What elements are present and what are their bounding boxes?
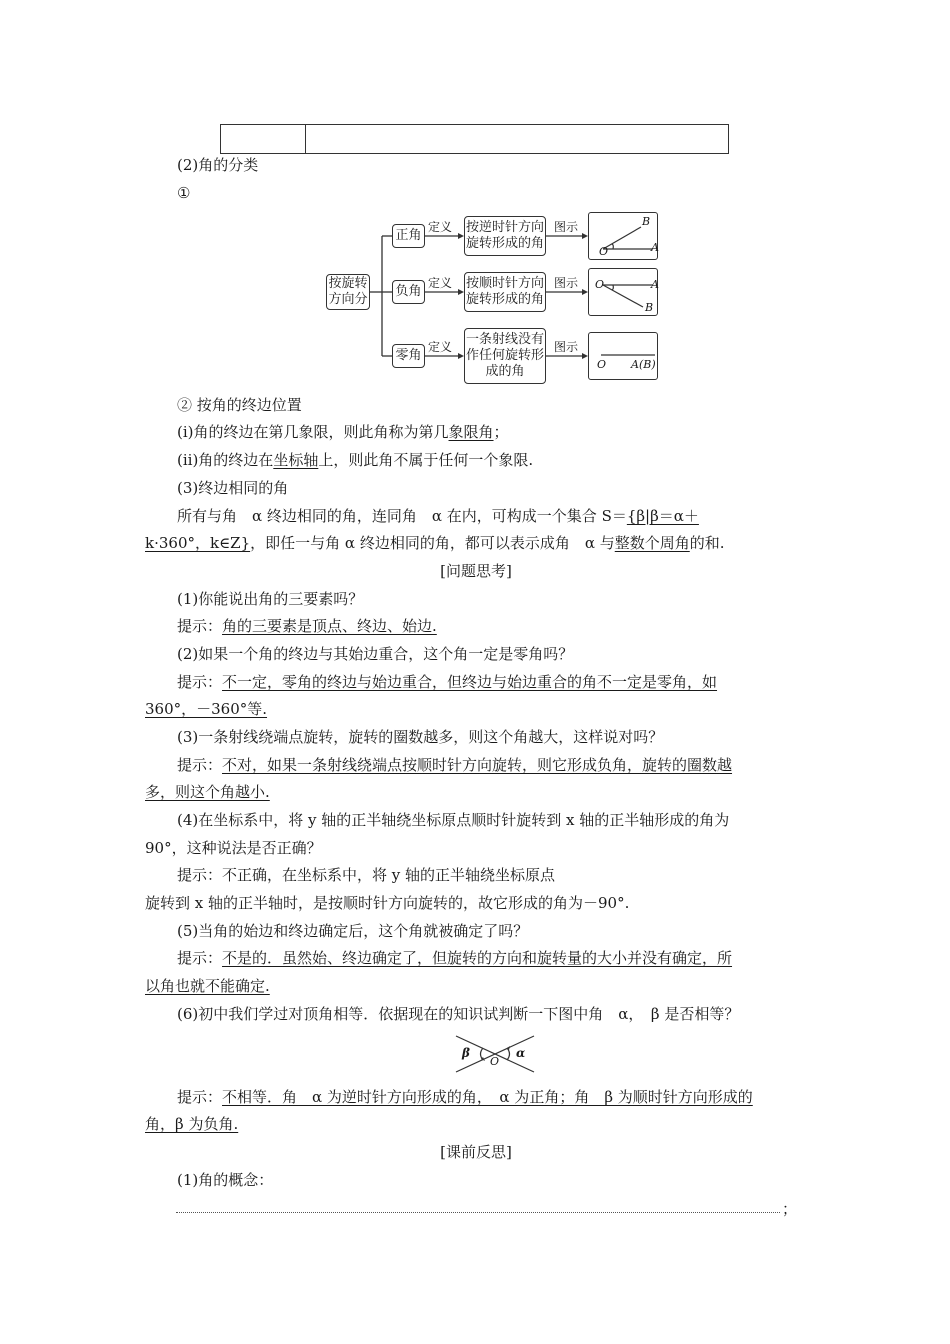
item-ii-suffix: 上，则此角不属于任何一个象限. xyxy=(318,451,534,469)
answer-6-text2: 角，β 为负角. xyxy=(145,1115,239,1133)
reflection-answer-blank[interactable] xyxy=(176,1212,780,1213)
answer-5-prefix: 提示： xyxy=(177,949,223,967)
answer-1 xyxy=(145,615,807,637)
fig2-label-b: B xyxy=(645,301,654,314)
fig1-label-b: B xyxy=(642,215,651,228)
item-i-prefix: (ⅰ)角的终边在第几象限，则此角称为第几 xyxy=(177,423,449,441)
diagram-fig-label-1: 图示 xyxy=(554,220,579,234)
answer-6-line1 xyxy=(145,1086,807,1108)
coterminal-line2-suffix: 的和. xyxy=(689,534,725,552)
answer-3-prefix: 提示： xyxy=(177,756,223,774)
diagram-def-positive: 按逆时针方向旋转形成的角 xyxy=(464,216,546,256)
classification-heading: (2)角的分类 xyxy=(177,156,259,174)
diagram-def-label-2: 定义 xyxy=(428,276,453,290)
answer-3-text2: 多，则这个角越小. xyxy=(145,783,270,801)
answer-5-text1: 不是的．虽然始、终边确定了，但旋转的方向和旋转量的大小并没有确定，所 xyxy=(222,949,733,967)
top-table-cell-2 xyxy=(306,125,728,153)
top-table-cell-1 xyxy=(221,125,306,153)
question-2: (2)如果一个角的终边与其始边重合，这个角一定是零角吗？ xyxy=(177,645,574,663)
fig1-label-a: A xyxy=(651,241,659,254)
answer-3-line2 xyxy=(145,781,807,803)
classification-diagram xyxy=(320,208,660,388)
answer-2-prefix: 提示： xyxy=(177,673,223,691)
top-table xyxy=(220,124,729,154)
vertical-angles-figure xyxy=(450,1032,540,1076)
coterminal-set-part2: k·360°，k∈Z} xyxy=(145,534,251,552)
diagram-def-label-3: 定义 xyxy=(428,340,453,354)
fig3-label-ab: A(B) xyxy=(631,358,656,371)
classification-item-ii xyxy=(145,449,807,471)
fig3-label-o: O xyxy=(597,358,607,371)
answer-6-line2 xyxy=(145,1113,807,1135)
answer-1-prefix: 提示： xyxy=(177,617,223,635)
coterminal-line2-mid: ，即任一与角 α 终边相同的角，都可以表示成角 α 与 xyxy=(250,534,615,552)
classification-item-i xyxy=(145,421,807,443)
coterminal-heading: (3)终边相同的角 xyxy=(177,479,289,497)
fig6-label-beta: β xyxy=(462,1046,470,1060)
coterminal-term: 整数个周角 xyxy=(614,534,690,552)
question-3: (3)一条射线绕端点旋转，旋转的圈数越多，则这个角越大，这样说对吗？ xyxy=(177,728,664,746)
answer-2-text2: 360°，－360°等. xyxy=(145,700,268,718)
diagram-fig-label-3: 图示 xyxy=(554,340,579,354)
diagram-root-box: 按旋转方向分 xyxy=(326,274,370,310)
coterminal-set-part1: {β|β＝α＋ xyxy=(626,507,699,525)
diagram-type-positive: 正角 xyxy=(392,224,425,248)
question-4-line1: (4)在坐标系中，将 y 轴的正半轴绕坐标原点顺时针旋转到 x 轴的正半轴形成的角为 xyxy=(177,811,730,829)
answer-1-text: 角的三要素是顶点、终边、始边. xyxy=(222,617,437,635)
question-4-line2: 90°，这种说法是否正确？ xyxy=(145,839,322,857)
diagram-type-negative: 负角 xyxy=(392,280,425,304)
classification-sub1: ① xyxy=(177,184,191,202)
fig6-label-alpha: α xyxy=(516,1046,526,1060)
questions-title: [问题思考] xyxy=(440,562,512,580)
answer-3-line1 xyxy=(145,754,807,776)
answer-2-line2 xyxy=(145,698,807,720)
fig1-label-o: O xyxy=(599,245,609,258)
reflection-end-mark: ； xyxy=(782,1200,798,1218)
fig2-label-a: A xyxy=(651,278,659,291)
answer-5-line1 xyxy=(145,947,807,969)
answer-2-text1: 不一定，零角的终边与始边重合，但终边与始边重合的角不一定是零角，如 xyxy=(222,673,718,691)
answer-6-text1: 不相等．角 α 为逆时针方向形成的角， α 为正角；角 β 为顺时针方向形成的 xyxy=(222,1088,753,1106)
diagram-fig-negative xyxy=(588,268,658,316)
answer-2-line1 xyxy=(145,671,807,693)
answer-3-text1: 不对，如果一条射线绕端点按顺时针方向旋转，则它形成负角，旋转的圈数越 xyxy=(222,756,733,774)
diagram-def-negative: 按顺时针方向旋转形成的角 xyxy=(464,272,546,312)
fig2-label-o: O xyxy=(595,278,605,291)
item-ii-term: 坐标轴 xyxy=(273,451,319,469)
diagram-def-zero: 一条射线没有作任何旋转形成的角 xyxy=(464,328,546,384)
coterminal-line1 xyxy=(145,505,807,527)
item-ii-prefix: (ⅱ)角的终边在 xyxy=(177,451,274,469)
classification-sub2: ② 按角的终边位置 xyxy=(177,396,302,414)
reflection-title: [课前反思] xyxy=(440,1143,512,1161)
answer-5-line2 xyxy=(145,975,807,997)
diagram-def-label-1: 定义 xyxy=(428,220,453,234)
answer-4-line1: 提示：不正确，在坐标系中，将 y 轴的正半轴绕坐标原点 xyxy=(177,866,556,884)
answer-6-prefix: 提示： xyxy=(177,1088,223,1106)
zero-angle-icon xyxy=(589,333,659,381)
item-i-term: 象限角 xyxy=(448,423,494,441)
diagram-fig-zero xyxy=(588,332,658,380)
question-5: (5)当角的始边和终边确定后，这个角就被确定了吗？ xyxy=(177,922,529,940)
question-1: (1)你能说出角的三要素吗？ xyxy=(177,590,364,608)
reflection-item-1: (1)角的概念： xyxy=(177,1171,274,1189)
coterminal-line2 xyxy=(145,532,807,554)
answer-4-line2: 旋转到 x 轴的正半轴时，是按顺时针方向旋转的，故它形成的角为－90°. xyxy=(145,894,630,912)
item-i-suffix: ； xyxy=(493,423,509,441)
answer-5-text2: 以角也就不能确定. xyxy=(145,977,270,995)
question-6: (6)初中我们学过对顶角相等．依据现在的知识试判断一下图中角 α， β 是否相等？ xyxy=(177,1005,740,1023)
coterminal-line1-prefix: 所有与角 α 终边相同的角，连同角 α 在内，可构成一个集合 S＝ xyxy=(177,507,627,525)
fig6-label-o: O xyxy=(490,1055,500,1068)
diagram-type-zero: 零角 xyxy=(392,344,425,368)
diagram-fig-label-2: 图示 xyxy=(554,276,579,290)
diagram-fig-positive xyxy=(588,212,658,260)
